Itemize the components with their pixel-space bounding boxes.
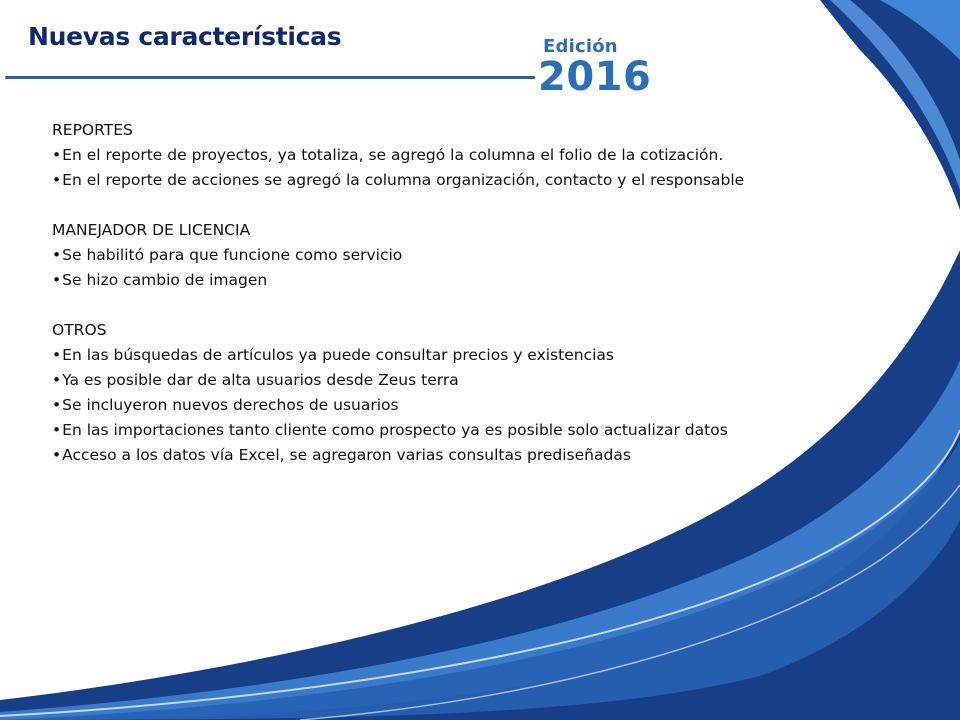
bullet-icon: • xyxy=(52,346,62,364)
list-item xyxy=(52,343,852,368)
list-item xyxy=(52,168,852,193)
bullet-icon: • xyxy=(52,271,62,289)
list-item xyxy=(52,393,852,418)
list-item xyxy=(52,143,852,168)
list-item-text: En el reporte de proyectos, ya totaliza, se agregó la columna el folio de la cotización. xyxy=(62,146,724,164)
list-item xyxy=(52,368,852,393)
list-item-text: Ya es posible dar de alta usuarios desde Zeus terra xyxy=(62,371,459,389)
section-title: MANEJADOR DE LICENCIA xyxy=(52,221,251,239)
bullet-icon: • xyxy=(52,421,62,439)
list-item-text: Se habilitó para que funcione como servicio xyxy=(62,246,403,264)
edition-word: Edición xyxy=(543,36,618,57)
section-otros xyxy=(52,318,852,468)
edition-year: 2016 xyxy=(538,54,652,100)
bullet-icon: • xyxy=(52,446,62,464)
slide-content xyxy=(52,118,852,493)
bullet-icon: • xyxy=(52,246,62,264)
bullet-icon: • xyxy=(52,146,62,164)
slide-title: Nuevas características xyxy=(28,22,342,51)
list-item-text: En las búsquedas de artículos ya puede consultar precios y existencias xyxy=(62,346,614,364)
list-item xyxy=(52,418,852,443)
section-title: OTROS xyxy=(52,321,107,339)
bullet-icon: • xyxy=(52,371,62,389)
list-item-text: En el reporte de acciones se agregó la columna organización, contacto y el responsable xyxy=(62,171,745,189)
list-item xyxy=(52,243,852,268)
list-item-text: Se hizo cambio de imagen xyxy=(62,271,268,289)
bullet-list xyxy=(52,343,852,468)
list-item-text: En las importaciones tanto cliente como prospecto ya es posible solo actualizar datos xyxy=(62,421,728,439)
section-title: REPORTES xyxy=(52,121,133,139)
list-item-text: Acceso a los datos vía Excel, se agregaron varias consultas prediseñadas xyxy=(62,446,631,464)
title-underline xyxy=(5,76,535,79)
bullet-icon: • xyxy=(52,171,62,189)
list-item xyxy=(52,443,852,468)
section-reportes xyxy=(52,118,852,193)
bullet-list xyxy=(52,143,852,193)
bullet-icon: • xyxy=(52,396,62,414)
edition-badge xyxy=(538,36,652,100)
list-item-text: Se incluyeron nuevos derechos de usuarios xyxy=(62,396,399,414)
section-manejador-de-licencia xyxy=(52,218,852,293)
list-item xyxy=(52,268,852,293)
bullet-list xyxy=(52,243,852,293)
